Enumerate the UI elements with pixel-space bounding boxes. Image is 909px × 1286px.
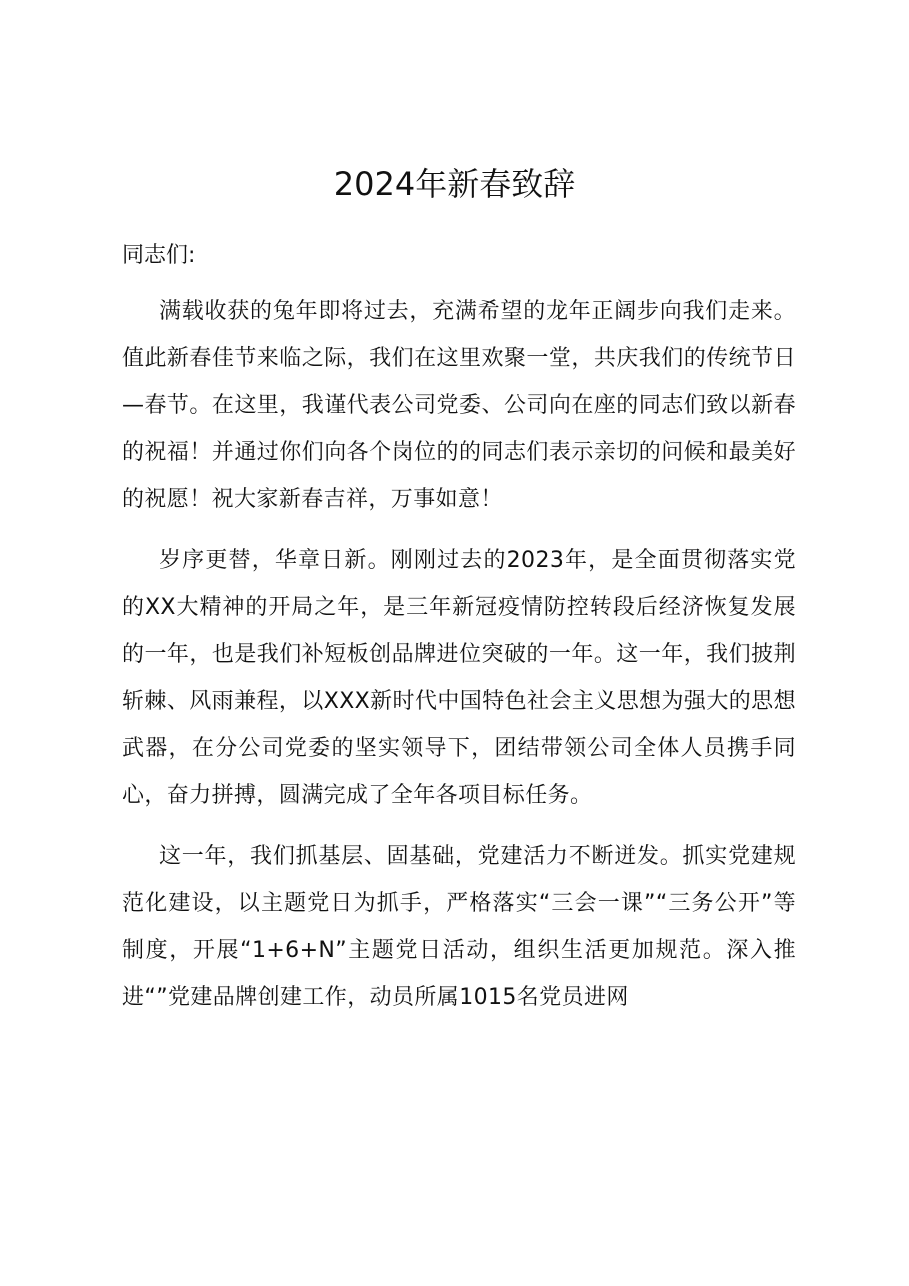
paragraph-3: 这一年，我们抓基层、固基础，党建活力不断迸发。抓实党建规范化建设，以主题党日为抓手，严格落实“三会一课”“三务公开”等制度，开展“1+6+N”主题党日活动，组织生活更加规范。深入推进“”党建品牌创建工作，动员所属1015名党员进网 xyxy=(122,844,796,1010)
paragraph-2: 岁序更替，华章日新。刚刚过去的2023年，是全面贯彻落实党的XX大精神的开局之年，是三年新冠疫情防控转段后经济恢复发展的一年，也是我们补短板创品牌进位突破的一年。这一年，我们披荆斩棘、风雨兼程，以XXX新时代中国特色社会主义思想为强大的思想武器，在分公司党委的坚实领导下，团结带领公司全体人员携手同心，奋力拼搏，圆满完成了全年各项目标任务。 xyxy=(122,548,796,808)
document-body xyxy=(122,288,796,1035)
paragraph-1: 满载收获的兔年即将过去，充满希望的龙年正阔步向我们走来。值此新春佳节来临之际，我们在这里欢聚一堂，共庆我们的传统节日—春节。在这里，我谨代表公司党委、公司向在座的同志们致以新春的祝福！并通过你们向各个岗位的的同志们表示亲切的问候和最美好的祝愿！祝大家新春吉祥，万事如意！ xyxy=(122,299,796,512)
salutation: 同志们: xyxy=(122,243,196,268)
document-title: 2024年新春致辞 xyxy=(333,165,576,203)
